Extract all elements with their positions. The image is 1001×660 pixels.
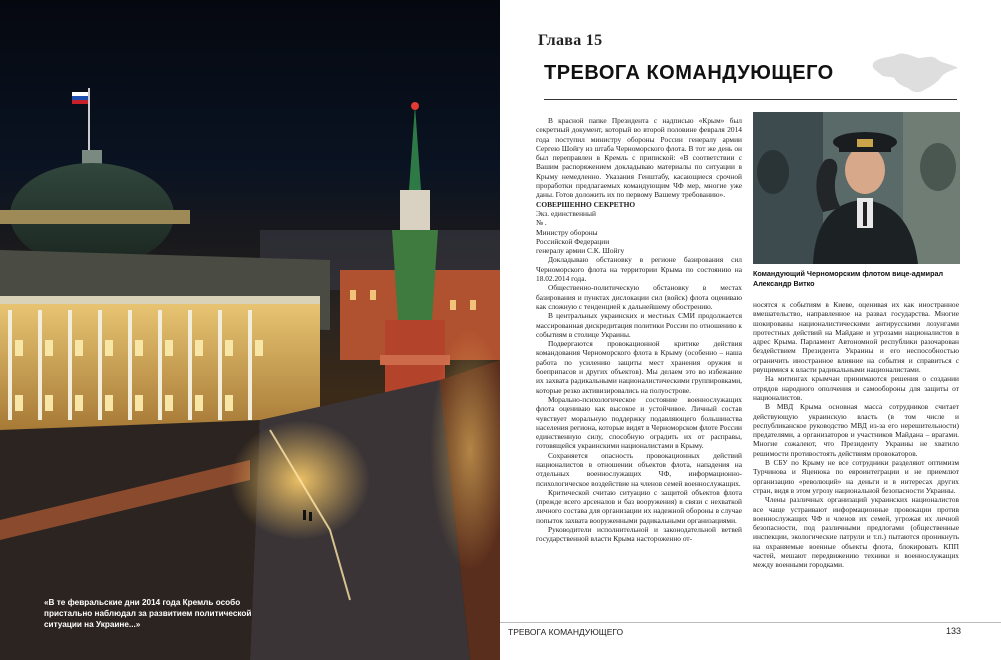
kremlin-night-photo: [0, 0, 500, 660]
paragraph: Члены различных организаций украинских националистов все чаще устраивают информационные провокации против военнослужащих ЧФ и членов их семей, угрожая их личной безопасности, под различными предлогами (общественные инспекции, экологические патрули и т.п.) пытаются проникнуть на охраняемые военные объекты флота, блокировать КПП частей, мешают передвижению техники и военнослужащих между военными городками.: [753, 495, 959, 570]
doc-addressee-2: Российской Федерации: [536, 236, 610, 246]
paragraph: На митингах крымчан принимаются решения о создании отрядов народного ополчения и самообороны для защиты от националистов.: [753, 374, 959, 402]
paragraph: В красной папке Президента с надписью «Крым» был секретный документ, который во второй половине февраля 2014 года поступил министру обороны России генералу армии Сергею Шойгу из штаба Черноморского флота. В тот же день он был переправлен в Кремль с припиской: «В соответствии с Вашим распоряжением докладываю материалы по ситуации в Крыму немедленно. Указания Генштабу, касающиеся срочной проработки предлагаемых командующим ЧФ мер, многие уже даны. Готов доложить их по первому Вашему требованию».: [536, 116, 742, 200]
paragraph: носятся к событиям в Киеве, оценивая их как иностранное вмешательство, направленное на развал государства. Многие шокированы националистическими антирусскими лозунгами протестных действий на Майдане и угрозами националистов в адрес Крыма. Парламент Автономной республики разочарован бездействием Президента Украины и его неспособностью ограничить иностранное влияние на события и справиться с рвущимися к власти радикальными националистами.: [753, 300, 959, 375]
photo-caption: «В те февральские дни 2014 года Кремль особо пристально наблюдал за развитием политической ситуации на Украине...»: [44, 598, 252, 629]
paragraph: Сохраняется опасность провокационных действий националистов в отношении объектов флота, нападения на отдельных военнослужащих ЧФ, информационно-психологическое воздействие на членов семей военнослужащих.: [536, 450, 742, 488]
crimea-map-icon: [868, 48, 963, 100]
doc-addressee-3: генералу армии С.К. Шойгу: [536, 246, 625, 256]
running-title: ТРЕВОГА КОМАНДУЮЩЕГО: [508, 627, 624, 637]
chapter-label: Глава 15: [538, 32, 603, 49]
admiral-photo: [753, 112, 960, 264]
paragraph: В МВД Крыма основная масса сотрудников считает действующую украинскую власть (в том числе и республиканское руководство МВД из-за его нерешительности) предателями, а организаторов и участников Майдана – врагами. Многие сожалеют, что Президенту Украины не хватило решимости противостоять действиям провокаторов.: [753, 402, 959, 458]
kremlin-illustration: [0, 0, 500, 660]
paragraph: В СБУ по Крыму не все сотрудники разделяют оптимизм Турчинова и Яценюка по евроинтеграции и не приемлют организацию «революций» на деньги и в интересах других стран, видя в этом угрозу национальной безопасности Украины.: [753, 458, 959, 495]
text-page: [500, 0, 1001, 660]
doc-number: № .: [536, 218, 547, 228]
paragraph: Критической считаю ситуацию с защитой объектов флота (прежде всего арсеналов и баз вооружения) в связи с нехваткой личного состава для организации их надежной обороны в случае попыток захвата вооруженными радикальными организациями.: [536, 487, 742, 525]
page-number: 133: [945, 626, 961, 636]
paragraph: Морально-психологическое состояние военнослужащих флота оцениваю как высокое и устойчивое. Личный состав чувствует моральную поддержку подавляющего большинства населения региона, которые видят в Черноморском флоте России единственную силу, способную оградить их от расправы, готовящейся украинскими националистами в Крыму.: [536, 394, 742, 451]
admiral-portrait: [753, 112, 960, 264]
paragraph: Руководители исполнительной и законодательной ветвей государственной власти Крыма настороженно от-: [536, 525, 742, 544]
footer-rule: [500, 622, 1001, 623]
text-column-left: [536, 116, 742, 544]
paragraph: Общественно-политическую обстановку в местах базирования и пунктах дислокации сил (войск) флота оцениваю как сложную с тенденцией к дальнейшему обострению.: [536, 283, 742, 311]
admiral-photo-caption: Командующий Черноморским флотом вице-адмирал Александр Витко: [753, 269, 944, 288]
doc-secret-stamp: СОВЕРШЕННО СЕКРЕТНО: [536, 199, 636, 209]
chapter-title: ТРЕВОГА КОМАНДУЮЩЕГО: [544, 62, 834, 84]
text-column-right: [753, 300, 959, 570]
paragraph: Подвергаются провокационной критике действия командования Черноморского флота в Крыму (особенно – наша работа по усилению защиты мест хранения оружия и боеприпасов и других объектов). Мы делаем это во избежание их захвата радикальными националистическими группировками, которые резко активизировались на полуострове.: [536, 339, 742, 395]
paragraph: Докладываю обстановку в регионе базирования сил Черноморского флота на территории Крыма по состоянию на 18.02.2014 года.: [536, 255, 742, 284]
doc-addressee-1: Министру обороны: [536, 227, 598, 237]
paragraph: В центральных украинских и местных СМИ продолжается массированная дискредитация политики России по отношению к событиям в столице Украины.: [536, 311, 742, 339]
doc-copy: Экз. единственный: [536, 208, 596, 218]
